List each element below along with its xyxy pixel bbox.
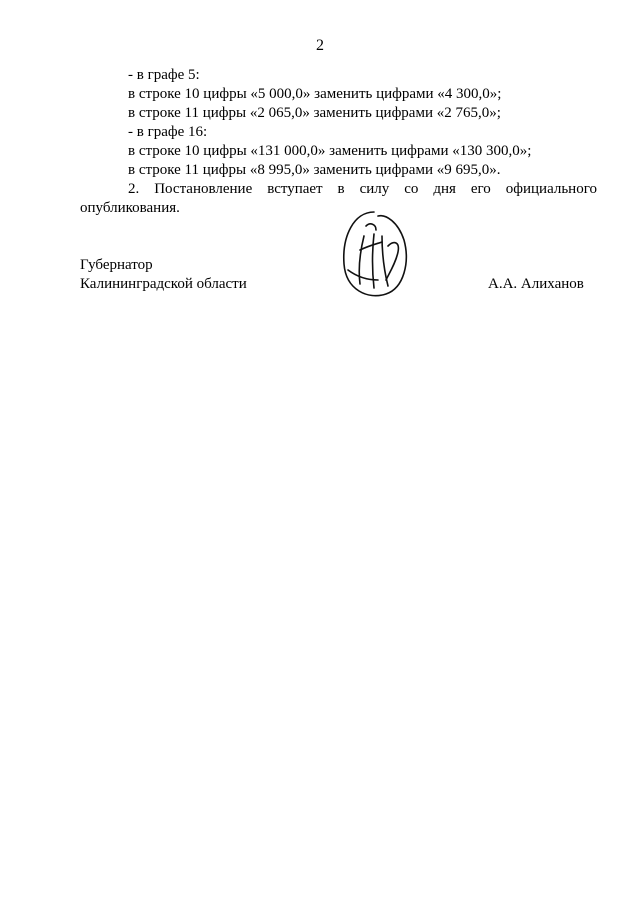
list-item: - в графе 5: — [128, 67, 200, 83]
list-item: в строке 11 цифры «8 995,0» заменить цифрами «9 695,0». — [128, 162, 501, 178]
list-item: в строке 10 цифры «131 000,0» заменить цифрами «130 300,0»; — [128, 143, 532, 159]
handwritten-signature — [334, 206, 414, 302]
document-body — [80, 66, 597, 218]
list-item: в строке 11 цифры «2 065,0» заменить цифрами «2 765,0»; — [128, 105, 501, 121]
signatory-name: А.А. Алиханов — [488, 276, 584, 292]
signatory-region: Калининградской области — [80, 276, 247, 292]
page-number: 2 — [316, 37, 324, 54]
signatory-position — [80, 256, 247, 294]
paragraph-effective-date: 2. Постановление вступает в силу со дня его официального опубликования. — [80, 181, 597, 216]
list-item: - в графе 16: — [128, 124, 208, 140]
signatory-title: Губернатор — [80, 257, 153, 273]
list-item: в строке 10 цифры «5 000,0» заменить цифрами «4 300,0»; — [128, 86, 502, 102]
